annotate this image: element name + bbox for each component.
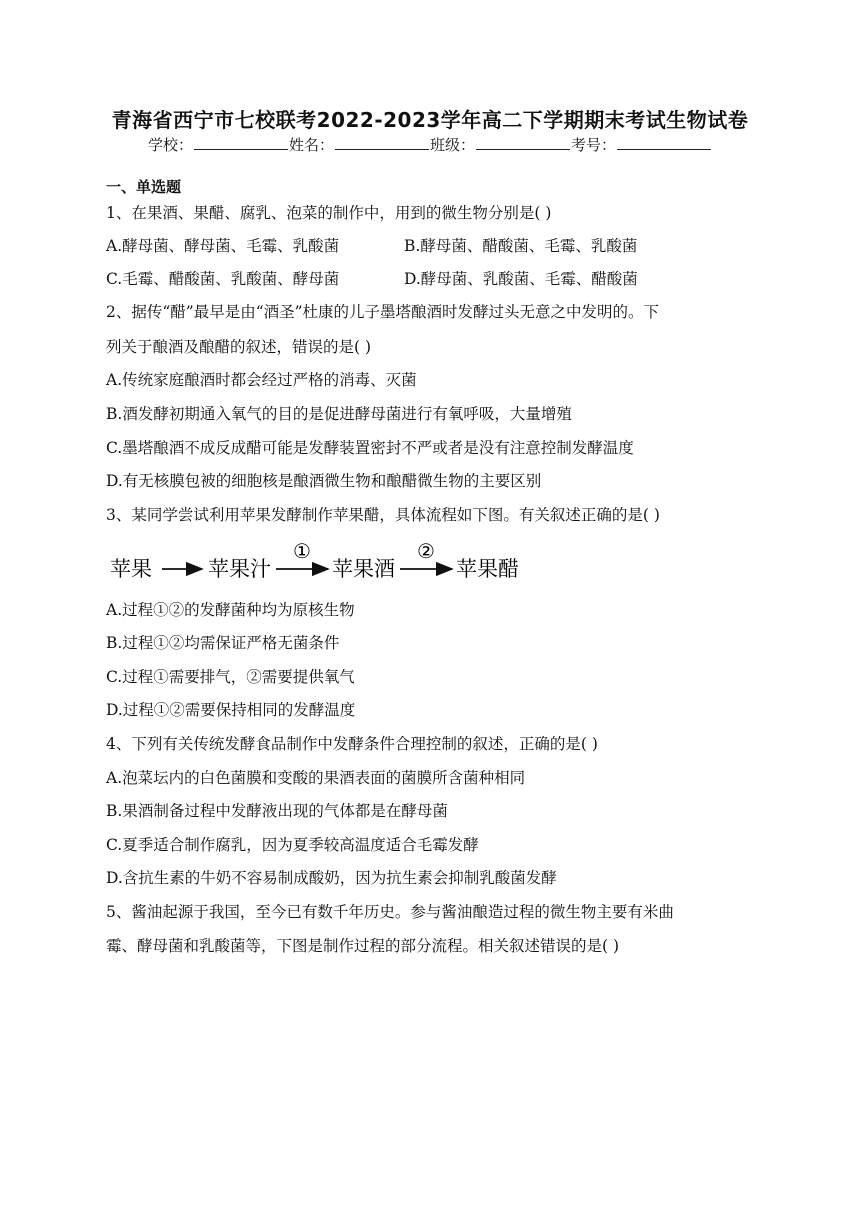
flow-step-vinegar: 苹果醋 — [456, 557, 519, 581]
name-blank[interactable] — [335, 135, 429, 150]
q2-stem-line1: 2、据传“醋”最早是由“酒圣”杜康的儿子墨塔酿酒时发酵过头无意之中发明的。下 — [106, 303, 660, 321]
q3-stem: 3、某同学尝试利用苹果发酵制作苹果醋，具体流程如下图。有关叙述正确的是( ) — [106, 506, 660, 524]
q5-stem-line1: 5、酱油起源于我国，至今已有数千年历史。参与酱油酿造过程的微生物主要有米曲 — [106, 903, 674, 921]
q5-stem-line2: 霉、酵母菌和乳酸菌等，下图是制作过程的部分流程。相关叙述错误的是( ) — [106, 937, 620, 955]
exam-no-blank[interactable] — [617, 135, 711, 150]
q2-option-b: B.酒发酵初期通入氧气的目的是促进酵母菌进行有氧呼吸，大量增殖 — [106, 405, 572, 423]
q4-stem: 4、下列有关传统发酵食品制作中发酵条件合理控制的叙述，正确的是( ) — [106, 735, 598, 753]
q3-option-a: A.过程①②的发酵菌种均为原核生物 — [106, 601, 355, 619]
flow-label-1: ① — [293, 539, 311, 563]
exam-title: 青海省西宁市七校联考2022-2023学年高二下学期期末考试生物试卷 — [111, 108, 749, 132]
q3-option-b: B.过程①②均需保证严格无菌条件 — [106, 634, 340, 652]
q2-option-c: C.墨塔酿酒不成反成醋可能是发酵装置密封不严或者是没有注意控制发酵温度 — [106, 439, 634, 457]
student-info-line — [0, 134, 860, 155]
section-title: 一、单选题 — [106, 178, 182, 196]
flow-label-2: ② — [417, 539, 435, 563]
q1-stem: 1、在果酒、果醋、腐乳、泡菜的制作中，用到的微生物分别是( ) — [106, 204, 552, 222]
q1-option-a: A.酵母菌、酵母菌、毛霉、乳酸菌 — [106, 237, 340, 255]
exam-no-label: 考号： — [571, 136, 617, 154]
q3-option-d: D.过程①②需要保持相同的发酵温度 — [106, 701, 356, 719]
q4-option-a: A.泡菜坛内的白色菌膜和变酸的果酒表面的菌膜所含菌种相同 — [106, 769, 526, 787]
q4-option-c: C.夏季适合制作腐乳，因为夏季较高温度适合毛霉发酵 — [106, 836, 479, 854]
school-blank[interactable] — [194, 135, 288, 150]
school-label: 学校： — [147, 136, 193, 154]
flow-step-juice: 苹果汁 — [208, 557, 271, 581]
q1-option-b: B.酵母菌、醋酸菌、毛霉、乳酸菌 — [404, 237, 638, 255]
q1-option-c: C.毛霉、醋酸菌、乳酸菌、酵母菌 — [106, 270, 340, 288]
q4-option-d: D.含抗生素的牛奶不容易制成酸奶，因为抗生素会抑制乳酸菌发酵 — [106, 869, 557, 887]
flow-step-wine: 苹果酒 — [332, 557, 395, 581]
q1-option-d: D.酵母菌、乳酸菌、毛霉、醋酸菌 — [404, 270, 638, 288]
q3-flow-diagram — [110, 538, 540, 588]
q2-option-a: A.传统家庭酿酒时都会经过严格的消毒、灭菌 — [106, 371, 417, 389]
q2-stem-line2: 列关于酿酒及酿醋的叙述，错误的是( ) — [106, 338, 372, 356]
name-label: 姓名： — [288, 136, 334, 154]
class-label: 班级： — [430, 136, 476, 154]
flow-step-apple: 苹果 — [110, 557, 152, 581]
q3-option-c: C.过程①需要排气，②需要提供氧气 — [106, 668, 355, 686]
class-blank[interactable] — [476, 135, 570, 150]
q2-option-d: D.有无核膜包被的细胞核是酿酒微生物和酿醋微生物的主要区别 — [106, 472, 542, 490]
q4-option-b: B.果酒制备过程中发酵液出现的气体都是在酵母菌 — [106, 802, 448, 820]
